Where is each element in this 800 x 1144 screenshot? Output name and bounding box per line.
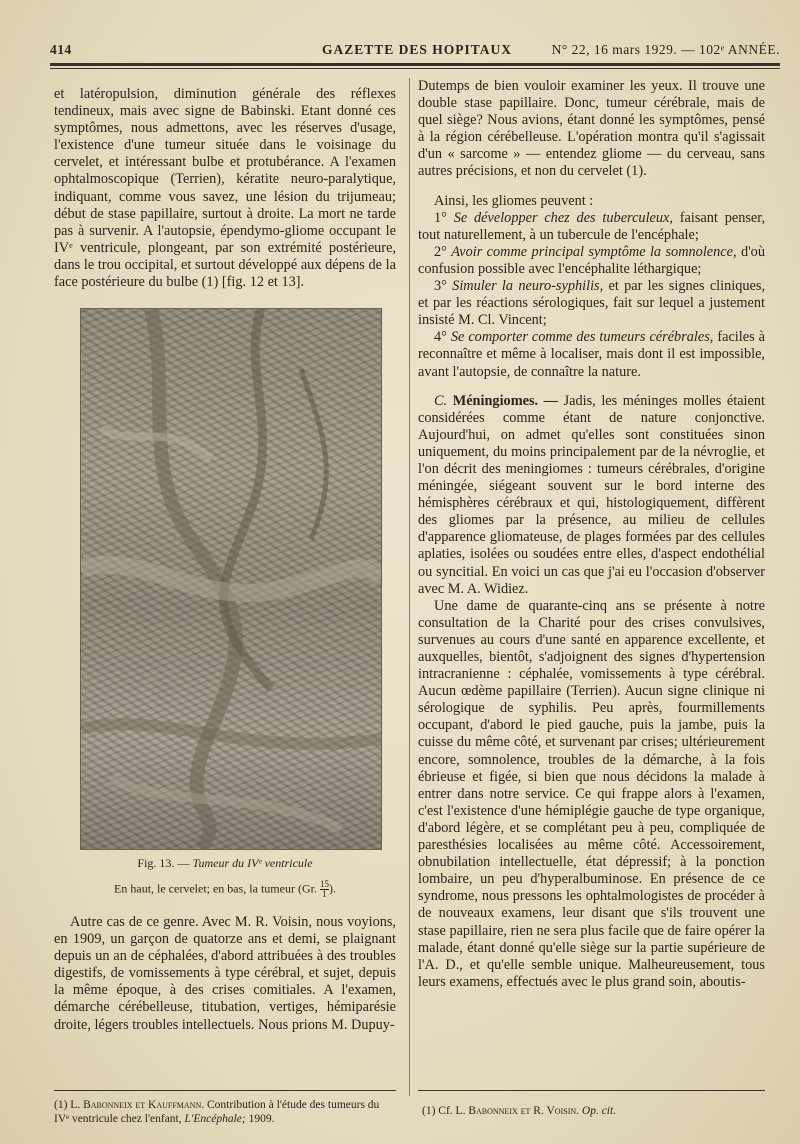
list-item-4: [418, 329, 765, 380]
list-item-1-text: faisant penser, tout naturellement, à un tubercule de l'encéphale;: [418, 209, 766, 243]
footnote-right-prefix: Cf.: [438, 1105, 453, 1117]
journal-title: GAZETTE DES HOPITAUX: [322, 42, 513, 57]
list-item-2-number: 2°: [434, 243, 447, 260]
figure-title: Tumeur du IVᵉ ventricule: [192, 856, 313, 870]
list-item-1: [418, 210, 765, 244]
paragraph-autopsy: et latéropulsion, diminution générale des réflexes tendineux, mais avec signe de Babinski. Etant donné ces symptômes, nous admettons, avec les réserves d'usage, l'existence d'une tumeur située dans le voisinage du cervelet, et intéressant bulbe et protubérance. A l'examen ophtalmoscopique (Terrien), kératite neuro-paralytique, indiquant, comme vous savez, une lésion du trijumeau; début de stase papillaire, surtout à droite. La mort ne tarde pas à survenir. A l'autopsie, épendymo-gliome occupant le IVᵉ ventricule, plongeant, par son extrémité postérieure, dans le trou occipital, et surtout développé aux dépens de la face postérieure du bulbe (1) [fig. 12 et 13].: [54, 86, 396, 291]
footnote-right-marker: (1): [422, 1105, 436, 1117]
figure-subcaption-end: ).: [328, 881, 336, 896]
footnote-rule-right: [418, 1090, 765, 1091]
header-rule-thin: [50, 68, 780, 69]
figure-subcaption: [54, 880, 396, 899]
footnote-text: Contribution à l'étude des tumeurs du IVᵉ ventricule chez l'enfant,: [54, 1099, 380, 1125]
list-item-3-number: 3°: [434, 278, 447, 295]
list-item-3: [418, 278, 765, 329]
section-letter: C.: [434, 392, 448, 409]
footnote-year: 1909.: [248, 1113, 275, 1125]
column-divider: [409, 78, 410, 1096]
footnote-authors: L. Babonneix et Kauffmann.: [70, 1099, 205, 1111]
list-item-3-text: et par les signes cliniques, et par les réactions sérologiques, fait sur lequel a justement insisté M. Cl. Vincent;: [418, 278, 766, 329]
list-item-4-text: faciles à reconnaître et même à localiser, mais dont il est impossible, avant l'autopsie, de connaître la nature.: [418, 329, 765, 380]
list-item-1-number: 1°: [434, 209, 447, 226]
list-item-2-emphasis: Avoir comme principal symptôme la somnolence,: [451, 243, 737, 260]
footnote-right-authors: L. Babonneix et R. Voisin.: [455, 1105, 580, 1117]
micrograph-texture: [81, 309, 381, 849]
magnification-denominator: 1: [322, 889, 327, 899]
page-header: [50, 40, 780, 62]
paragraph-case-study: Une dame de quarante-cinq ans se présente à notre consultation de la Charité pour des crises convulsives, survenues au cours d'une santé en apparence excellente, et auxquelles, bientôt, s'adjoignent des signes d'hypertension intracranienne : céphalée, vomissements à type cérébral. Aucun œdème papillaire (Terrien). Aucun signe clinique ni sérologique de syphilis. Peu après, fourmillements occupant, d'abord le pied gauche, puis la jambe, puis la cuisse du même côté, et survenant par crises; ultérieurement encore, somnolence, troubles de la démarche, à la fois ébrieuse et figée, si bien que nous décidons la malade à entrer dans notre service. Ce qui frappe alors à l'examen, c'est l'existence d'une hémiplégie gauche de type organique, d'abord légère, et se complétant peu à peu, compliquée de paresthésies localisées au même côté. Accessoirement, obnubilation intellectuelle, état dépressif; à la ponction lombaire, un peu d'hyperalbuminose. En présence de ce syndrome, nous pressons les ophtalmologistes de procéder à de nouveaux examens, leur disant que s'ils trouvent une stase papillaire, rien ne sera plus facile que de faire opérer la malade, étant donné qu'elle siège sur la partie supérieure de l'A. D., et qu'elle semble unique. Malheureusement, tous leurs examens, effectués avec le plus grand soin, aboutis-: [418, 597, 765, 990]
list-item-3-emphasis: Simuler la neuro-syphilis,: [452, 278, 604, 295]
magnification-numerator: 15: [319, 879, 329, 889]
figure-subcaption-start: En haut, le cervelet; en bas, la tumeur (Gr.: [114, 881, 317, 896]
magnification-fraction: [320, 880, 329, 899]
list-item-2: [418, 244, 765, 278]
footnote-right-ref: Op. cit.: [581, 1105, 617, 1117]
footnote-marker: (1): [54, 1099, 68, 1111]
list-item-4-emphasis: Se comporter comme des tumeurs cérébrales,: [450, 329, 714, 346]
figure-caption: [54, 856, 396, 871]
paragraph-dutemps: Dutemps de bien vouloir examiner les yeux. Il trouve une double stase papillaire. Donc, tumeur cérébrale, mais de quel siège? Nous avions, étant donné les symptômes, pensé à la région cérébelleuse. L'opération montra qu'il s'agissait d'un « sarcome » — entendez gliome — du cerveau, sans autres précisions, et non du cervelet (1).: [418, 78, 765, 180]
list-item-2-text: d'où confusion possible avec l'encéphalite léthargique;: [418, 243, 765, 277]
right-column-text: [418, 78, 765, 991]
section-text: Jadis, les méninges molles étaient considérées comme étant de nature conjonctive. Aujourd'hui, on admet qu'elles sont constituées sinon uniquement, du moins principalement par de la névroglie, et l'on décrit des meningiomes : tumeurs cérébrales, d'origine méningée, siégeant souvent sur le bord interne des hémisphères cérébraux et qui, histologiquement, diffèrent des gliomes par la présence, au milieu de cellules d'apparence gliomateuse, de plages formées par des cellules aplaties, isolées ou soudées entre elles, d'aspect endothélial ou syncitial. En voici un cas que j'ai eu l'occasion d'observer avec M. A. Widiez.: [418, 392, 765, 597]
left-column-top-text: [54, 86, 396, 291]
list-item-4-number: 4°: [434, 329, 447, 346]
section-heading: Méningiomes. —: [452, 392, 558, 409]
list-item-1-emphasis: Se développer chez des tuberculeux,: [453, 209, 673, 226]
left-column-bottom-text: [54, 914, 396, 1034]
header-rule-thick: [50, 63, 780, 66]
figure-13-micrograph: [80, 308, 382, 850]
section-meningiomes: [418, 393, 765, 598]
footnote-right: [422, 1104, 762, 1118]
page-number: 414: [50, 42, 72, 57]
list-intro: Ainsi, les gliomes peuvent :: [434, 192, 594, 209]
footnote-left: [54, 1098, 396, 1126]
footnote-journal: L'Encéphale;: [184, 1113, 246, 1125]
figure-label: Fig. 13. —: [137, 856, 190, 870]
paragraph-second-case: Autre cas de ce genre. Avec M. R. Voisin, nous voyions, en 1909, un garçon de quatorze ans et demi, se plaignant depuis un an de céphalées, d'abord attribuées à des troubles digestifs, de vomissements à type cérébral, et sujet, depuis la même époque, à des crises comitiales. A l'examen, démarche cérébelleuse, titubation, vertiges, hémiparésie droite, légers troubles intellectuels. Nous prions M. Dupuy-: [54, 914, 396, 1033]
issue-info: N° 22, 16 mars 1929. — 102ᵉ ANNÉE.: [551, 42, 780, 57]
footnote-rule-left: [54, 1090, 396, 1091]
